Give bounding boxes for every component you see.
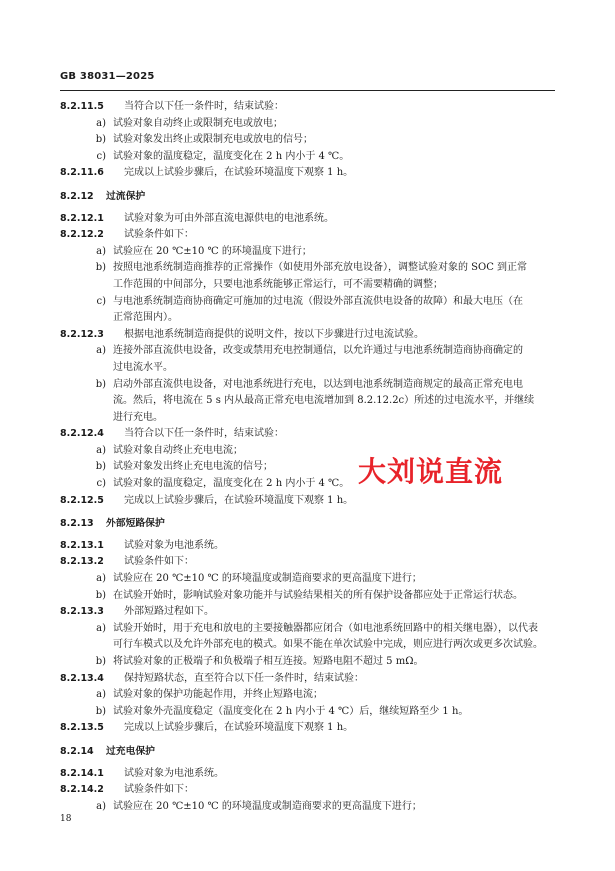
line-text: 试验对象的温度稳定，温度变化在 2 h 内小于 4 ℃。: [113, 478, 350, 490]
clause-line: [60, 554, 560, 571]
list-item: [60, 260, 560, 277]
line-text: 试验对象为电池系统。: [124, 767, 224, 779]
line-text: 可行车模式以及允许外部充电的模式。如果不能在单次试验中完成，则应进行两次或更多次试验。: [113, 639, 543, 651]
item-marker: b): [95, 461, 106, 473]
section-heading: [60, 744, 560, 761]
continuation-line: [60, 637, 560, 654]
line-text: 正常范围内）。: [113, 312, 178, 324]
list-item: [60, 588, 560, 605]
line-text: 试验对象的温度稳定，温度变化在 2 h 内小于 4 ℃。: [113, 150, 350, 162]
line-text: 在试验开始时，影响试验对象功能并与试验结果相关的所有保护设备都应处于正常运行状态。: [113, 589, 523, 601]
line-text: 工作范围的中间部分，只要电池系统能够正常运行，可不需要精确的调整；: [113, 278, 443, 290]
standard-header: GB 38031—2025: [60, 71, 155, 82]
item-marker: b): [95, 134, 106, 146]
line-text: 试验开始时，用于充电和放电的主要接触器都应闭合（如电池系统回路中的相关继电器），以代表: [113, 622, 538, 634]
list-item: [60, 377, 560, 394]
clause-number: 8.2.13.2: [60, 556, 104, 568]
line-text: 试验应在 20 ℃±10 ℃ 的环境温度下进行；: [113, 245, 312, 257]
clause-line: [60, 426, 560, 443]
line-text: 保持短路状态，直至符合以下任一条件时，结束试验：: [124, 672, 364, 684]
clause-line: [60, 99, 560, 116]
item-marker: b): [95, 589, 106, 601]
line-text: 试验应在 20 ℃±10 ℃ 的环境温度或制造商要求的更高温度下进行；: [113, 573, 422, 585]
continuation-line: [60, 360, 560, 377]
line-text: 外部短路保护: [106, 518, 165, 530]
line-text: 当符合以下任一条件时，结束试验：: [124, 101, 284, 112]
line-text: 试验条件如下：: [124, 784, 194, 796]
clause-number: 8.2.12.2: [60, 229, 104, 241]
item-marker: a): [96, 622, 106, 634]
list-item: [60, 687, 560, 704]
line-text: 试验对象为可由外部直流电源供电的电池系统。: [124, 212, 334, 224]
clause-line: [60, 604, 560, 621]
clause-line: [60, 493, 560, 510]
line-text: 外部短路过程如下。: [124, 606, 214, 618]
list-item: [60, 244, 560, 261]
clause-line: [60, 327, 560, 344]
clause-line: [60, 211, 560, 228]
list-item: [60, 799, 560, 816]
item-marker: a): [96, 117, 106, 129]
clause-line: [60, 720, 560, 737]
item-marker: b): [95, 262, 106, 274]
clause-number: 8.2.13.4: [60, 672, 104, 684]
line-text: 将试验对象的正极端子和负极端子相互连接。短路电阻不超过 5 mΩ。: [113, 656, 424, 667]
section-heading: [60, 189, 560, 206]
item-marker: a): [96, 800, 106, 812]
watermark-text: 大刘说直流: [358, 455, 504, 488]
clause-number: 8.2.14.2: [60, 784, 104, 796]
clause-number: 8.2.12.5: [60, 494, 104, 506]
line-text: 试验对象自动终止或限制充电或放电；: [113, 117, 283, 129]
list-item: [60, 116, 560, 133]
line-text: 试验条件如下：: [124, 556, 194, 568]
clause-number: 8.2.14.1: [60, 767, 104, 779]
clause-line: [60, 766, 560, 783]
line-text: 完成以上试验步骤后，在试验环境温度下观察 1 h。: [124, 722, 354, 734]
clause-number: 8.2.12.4: [60, 428, 104, 440]
line-text: 试验条件如下：: [124, 229, 194, 241]
line-text: 根据电池系统制造商提供的说明文件，按以下步骤进行过电流试验。: [124, 328, 424, 340]
item-marker: b): [95, 378, 106, 390]
item-marker: b): [95, 656, 106, 667]
item-marker: b): [95, 705, 106, 717]
line-text: 当符合以下任一条件时，结束试验：: [124, 428, 284, 440]
clause-number: 8.2.11.5: [60, 101, 104, 112]
item-marker: a): [96, 573, 106, 585]
list-item: [60, 654, 560, 671]
list-item: [60, 343, 560, 360]
page-number: 18: [60, 814, 72, 824]
item-marker: c): [96, 150, 106, 162]
line-text: 试验对象为电池系统。: [124, 539, 224, 551]
line-text: 完成以上试验步骤后，在试验环境温度下观察 1 h。: [124, 167, 354, 179]
list-item: [60, 704, 560, 721]
line-text: 完成以上试验步骤后，在试验环境温度下观察 1 h。: [124, 494, 354, 506]
list-item: [60, 294, 560, 311]
continuation-line: [60, 277, 560, 294]
clause-number: 8.2.12.3: [60, 328, 104, 340]
clause-number: 8.2.11.6: [60, 167, 104, 179]
line-text: 试验对象自动终止充电电流；: [113, 444, 243, 456]
line-text: 试验对象发出终止充电电流的信号；: [113, 461, 273, 473]
clause-line: [60, 782, 560, 799]
item-marker: c): [96, 295, 106, 307]
item-marker: a): [96, 345, 106, 357]
clause-line: [60, 165, 560, 182]
item-marker: c): [96, 478, 106, 490]
line-text: 与电池系统制造商协商确定可施加的过电流（假设外部直流供电设备的故障）和最大电压（在: [113, 295, 523, 307]
list-item: [60, 149, 560, 166]
list-item: [60, 571, 560, 588]
line-text: 过流保护: [106, 190, 146, 202]
line-text: 进行充电。: [113, 411, 163, 423]
clause-number: 8.2.13.1: [60, 539, 104, 551]
clause-number: 8.2.13.3: [60, 606, 104, 618]
continuation-line: [60, 410, 560, 427]
line-text: 流。然后，将电流在 5 s 内从最高正常充电电流增加到 8.2.12.2c）所述的过电流水平，并继续: [113, 395, 535, 407]
clause-number: 8.2.13: [60, 518, 94, 530]
line-text: 连接外部直流供电设备，改变或禁用充电控制通信，以允许通过与电池系统制造商协商确定的: [113, 345, 523, 357]
line-text: 过电流水平。: [113, 361, 173, 373]
line-text: 试验对象发出终止或限制充电或放电的信号；: [113, 134, 313, 146]
item-marker: a): [96, 245, 106, 257]
item-marker: a): [96, 689, 106, 701]
continuation-line: [60, 393, 560, 410]
line-text: 试验应在 20 ℃±10 ℃ 的环境温度或制造商要求的更高温度下进行；: [113, 800, 422, 812]
continuation-line: [60, 310, 560, 327]
item-marker: a): [96, 444, 106, 456]
section-heading: [60, 516, 560, 533]
clause-number: 8.2.12: [60, 190, 94, 202]
clause-number: 8.2.12.1: [60, 212, 104, 224]
line-text: 试验对象外壳温度稳定（温度变化在 2 h 内小于 4 ℃）后，继续短路至少 1 h。: [113, 705, 469, 717]
line-text: 启动外部直流供电设备，对电池系统进行充电，以达到电池系统制造商规定的最高正常充电电: [113, 378, 523, 390]
list-item: [60, 621, 560, 638]
list-item: [60, 132, 560, 149]
clause-line: [60, 671, 560, 688]
line-text: 试验对象的保护功能起作用，并终止短路电流；: [113, 689, 323, 701]
header-rule: [60, 90, 555, 91]
line-text: 过充电保护: [106, 745, 155, 757]
clause-line: [60, 538, 560, 555]
clause-number: 8.2.13.5: [60, 722, 104, 734]
clause-line: [60, 227, 560, 244]
clause-number: 8.2.14: [60, 745, 94, 757]
line-text: 按照电池系统制造商推荐的正常操作（如使用外部充放电设备），调整试验对象的 SOC 到正常: [113, 262, 528, 274]
